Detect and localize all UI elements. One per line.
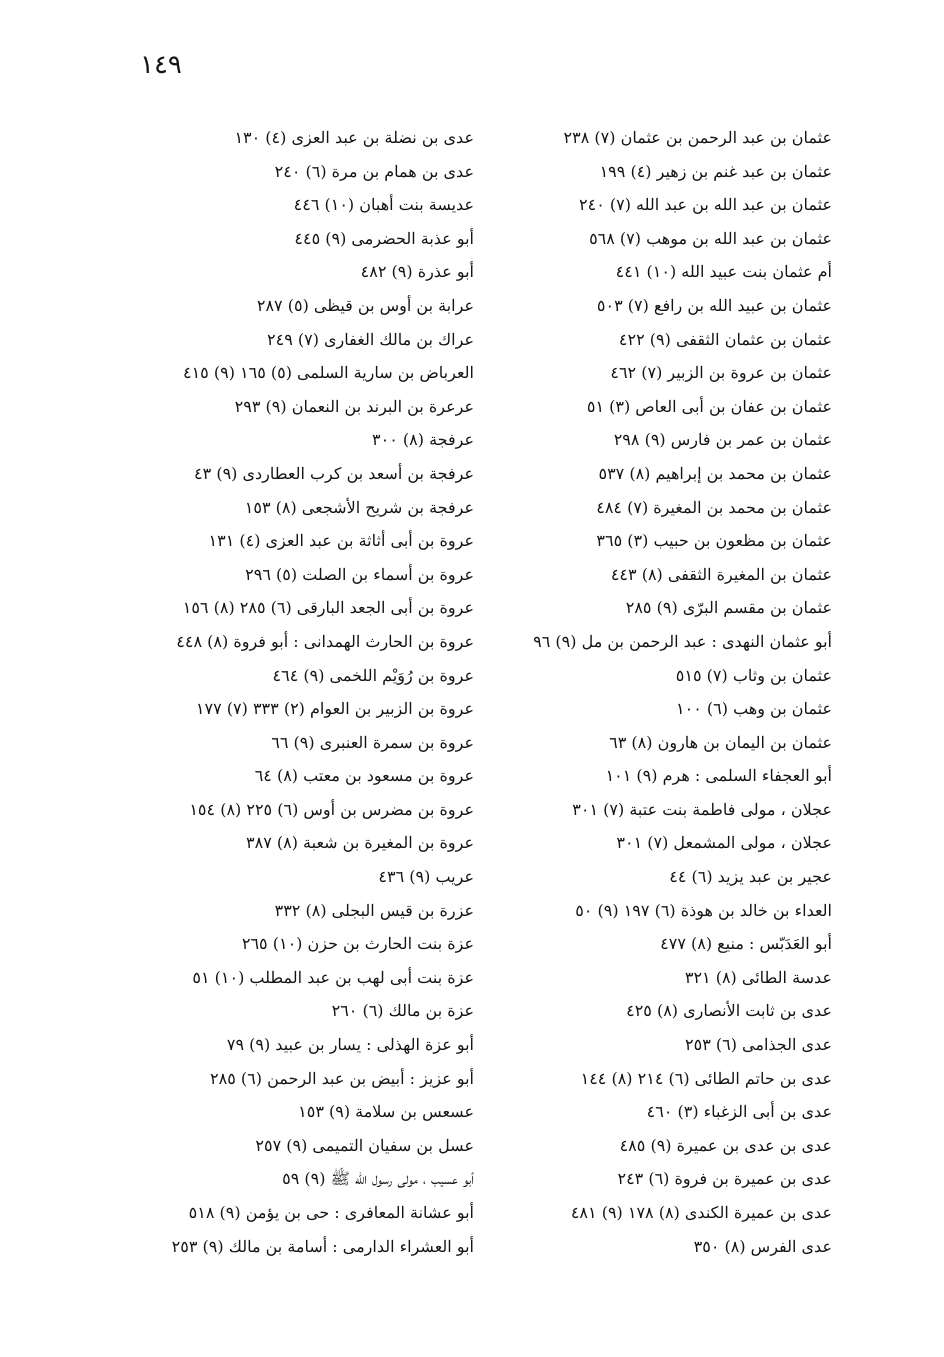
index-entry: عثمان بن عبد الله بن عبد الله (٧) ٢٤٠ <box>579 195 832 215</box>
index-entry: عراك بن مالك الغفارى (٧) ٢٤٩ <box>267 329 474 349</box>
index-column-left <box>104 121 474 1263</box>
index-entry: عدى الفرس (٨) ٣٥٠ <box>693 1236 832 1256</box>
index-entry: عدى بن حاتم الطائى (٦) ٢١٤ (٨) ١٤٤ <box>580 1068 832 1088</box>
index-entry: العرباض بن سارية السلمى (٥) ١٦٥ (٩) ٤١٥ <box>182 363 474 383</box>
index-entry: عدى بن نضلة بن عبد العزى (٤) ١٣٠ <box>234 128 474 147</box>
index-entry: عروة بن أسماء بن الصلت (٥) ٢٩٦ <box>245 564 474 584</box>
index-entry: أبو عزة الهذلى : يسار بن عبيد (٩) ٧٩ <box>226 1035 474 1055</box>
index-entry: العداء بن خالد بن هوذة (٦) ١٩٧ (٩) ٥٠ <box>575 900 832 920</box>
index-entry: عثمان بن عبد غنم بن زهير (٤) ١٩٩ <box>599 161 832 181</box>
index-entry: عدى الجذامى (٦) ٢٥٣ <box>685 1035 832 1055</box>
index-entry: عزرة بن قيس البجلى (٨) ٣٣٢ <box>274 900 474 920</box>
index-entry: عرعرة بن البرند بن النعمان (٩) ٢٩٣ <box>234 396 474 416</box>
index-entry: عدى بن أبى الزغباء (٣) ٤٦٠ <box>646 1102 832 1122</box>
index-entry: عرابة بن أوس بن قيظى (٥) ٢٨٧ <box>256 295 474 315</box>
index-entry: عدى بن عدى بن عميرة (٩) ٤٨٥ <box>619 1135 832 1155</box>
index-entry: أبو عذبة الحضرمى (٩) ٤٤٥ <box>294 228 474 248</box>
index-entry: أبو العجفاء السلمى : هرم (٩) ١٠١ <box>605 766 832 786</box>
index-entry: أم عثمان بنت عبيد الله (١٠) ٤٤١ <box>615 262 832 282</box>
index-entry: عثمان بن عبيد الله بن رافع (٧) ٥٠٣ <box>596 295 832 315</box>
index-entry: عثمان بن عروة بن الزبير (٧) ٤٦٢ <box>610 363 832 383</box>
index-entry: عديسة بنت أهبان (١٠) ٤٤٦ <box>293 195 474 215</box>
index-entry: عجلان ، مولى فاطمة بنت عتبة (٧) ٣٠١ <box>572 799 832 819</box>
index-entry: عسعس بن سلامة (٩) ١٥٣ <box>298 1102 474 1122</box>
index-entry: عرفجة بن شريح الأشجعى (٨) ١٥٣ <box>244 497 474 517</box>
index-entry: عثمان بن عثمان الثقفى (٩) ٤٢٢ <box>618 329 832 349</box>
index-entry: عروة بن مسعود بن معتب (٨) ٦٤ <box>254 766 474 786</box>
index-entry: أبو العَدَبّس : منيع (٨) ٤٧٧ <box>660 934 832 954</box>
index-entry: عثمان بن عبد الله بن موهب (٧) ٥٦٨ <box>589 228 832 248</box>
index-column-right <box>492 121 832 1263</box>
index-entry: أبو عشانة المعافرى : حى بن يؤمن (٩) ٥١٨ <box>188 1203 474 1222</box>
index-entry: عثمان بن وهب (٦) ١٠٠ <box>676 699 832 719</box>
index-entry: أبو عسيب ، مولى رسول الله ﷺ (٩) ٥٩ <box>282 1169 474 1189</box>
index-entry: عروة بن سمرة العنبرى (٩) ٦٦ <box>271 732 474 752</box>
index-entry: عثمان بن عمر بن فارس (٩) ٢٩٨ <box>613 430 832 450</box>
index-entry: عثمان بن المغيرة الثقفى (٨) ٤٤٣ <box>610 564 832 584</box>
index-entry: أبو عزيز : أبيض بن عبد الرحمن (٦) ٢٨٥ <box>210 1068 474 1088</box>
index-entry: عجلان ، مولى المشمعل (٧) ٣٠١ <box>616 833 832 853</box>
index-entry: عروة بن الزبير بن العوام (٢) ٣٣٣ (٧) ١٧٧ <box>195 699 474 719</box>
index-entry: عروة بن المغيرة بن شعبة (٨) ٣٨٧ <box>246 833 474 853</box>
index-entry: عروة بن أبى أثاثة بن عبد العزى (٤) ١٣١ <box>208 531 474 551</box>
index-entry: عدسة الطائى (٨) ٣٢١ <box>684 967 832 987</box>
index-entry: عسل بن سفيان التميمى (٩) ٢٥٧ <box>255 1135 474 1155</box>
index-entry: عريب (٩) ٤٣٦ <box>378 867 474 887</box>
index-entry: عروة بن الحارث الهمدانى : أبو فروة (٨) ٤٤٨ <box>176 631 474 651</box>
index-entry: عدى بن عميرة الكندى (٨) ١٧٨ (٩) ٤٨١ <box>570 1203 832 1222</box>
index-entry: عدى بن عميرة بن فروة (٦) ٢٤٣ <box>617 1169 832 1189</box>
index-entry: عرفجة (٨) ٣٠٠ <box>372 430 474 450</box>
index-entry: أبو العشراء الدارمى : أسامة بن مالك (٩) ٢٥٣ <box>171 1236 474 1256</box>
index-entry: عروة بن مضرس بن أوس (٦) ٢٢٥ (٨) ١٥٤ <box>189 799 474 819</box>
index-entry: عدى بن همام بن مرة (٦) ٢٤٠ <box>274 161 474 181</box>
index-entry: عجير بن عبد يزيد (٦) ٤٤ <box>669 867 832 887</box>
index-entry: عثمان بن اليمان بن هارون (٨) ٦٣ <box>609 732 832 752</box>
index-entry: عزة بنت أبى لهب بن عبد المطلب (١٠) ٥١ <box>192 967 474 987</box>
page-number: ١٤٩ <box>140 50 182 80</box>
index-entry: أبو عذرة (٩) ٤٨٢ <box>360 262 474 282</box>
index-entry: عثمان بن محمد بن المغيرة (٧) ٤٨٤ <box>596 497 832 517</box>
index-entry: عزة بنت الحارث بن حزن (١٠) ٢٦٥ <box>241 934 474 954</box>
index-entry: عثمان بن وثاب (٧) ٥١٥ <box>675 665 832 685</box>
index-entry: أبو عثمان النهدى : عبد الرحمن بن مل (٩) ٩٦ <box>533 631 832 651</box>
index-entry: عثمان بن عبد الرحمن بن عثمان (٧) ٢٣٨ <box>563 128 832 147</box>
index-entry: عثمان بن مقسم البرّى (٩) ٢٨٥ <box>625 598 832 618</box>
index-entry: عثمان بن محمد بن إبراهيم (٨) ٥٣٧ <box>598 463 832 483</box>
index-entry: عروة بن أبى الجعد البارقى (٦) ٢٨٥ (٨) ١٥٦ <box>182 598 474 618</box>
index-entry: عثمان بن عفان بن أبى العاص (٣) ٥١ <box>586 396 832 416</box>
index-entry: عزة بن مالك (٦) ٢٦٠ <box>331 1001 474 1021</box>
index-entry: عرفجة بن أسعد بن كرب العطاردى (٩) ٤٣ <box>194 463 474 483</box>
index-entry: عثمان بن مظعون بن حبيب (٣) ٣٦٥ <box>596 531 832 551</box>
index-entry: عروة بن رُوَيْم اللخمى (٩) ٤٦٤ <box>272 665 474 685</box>
index-entry: عدى بن ثابت الأنصارى (٨) ٤٢٥ <box>626 1001 832 1021</box>
